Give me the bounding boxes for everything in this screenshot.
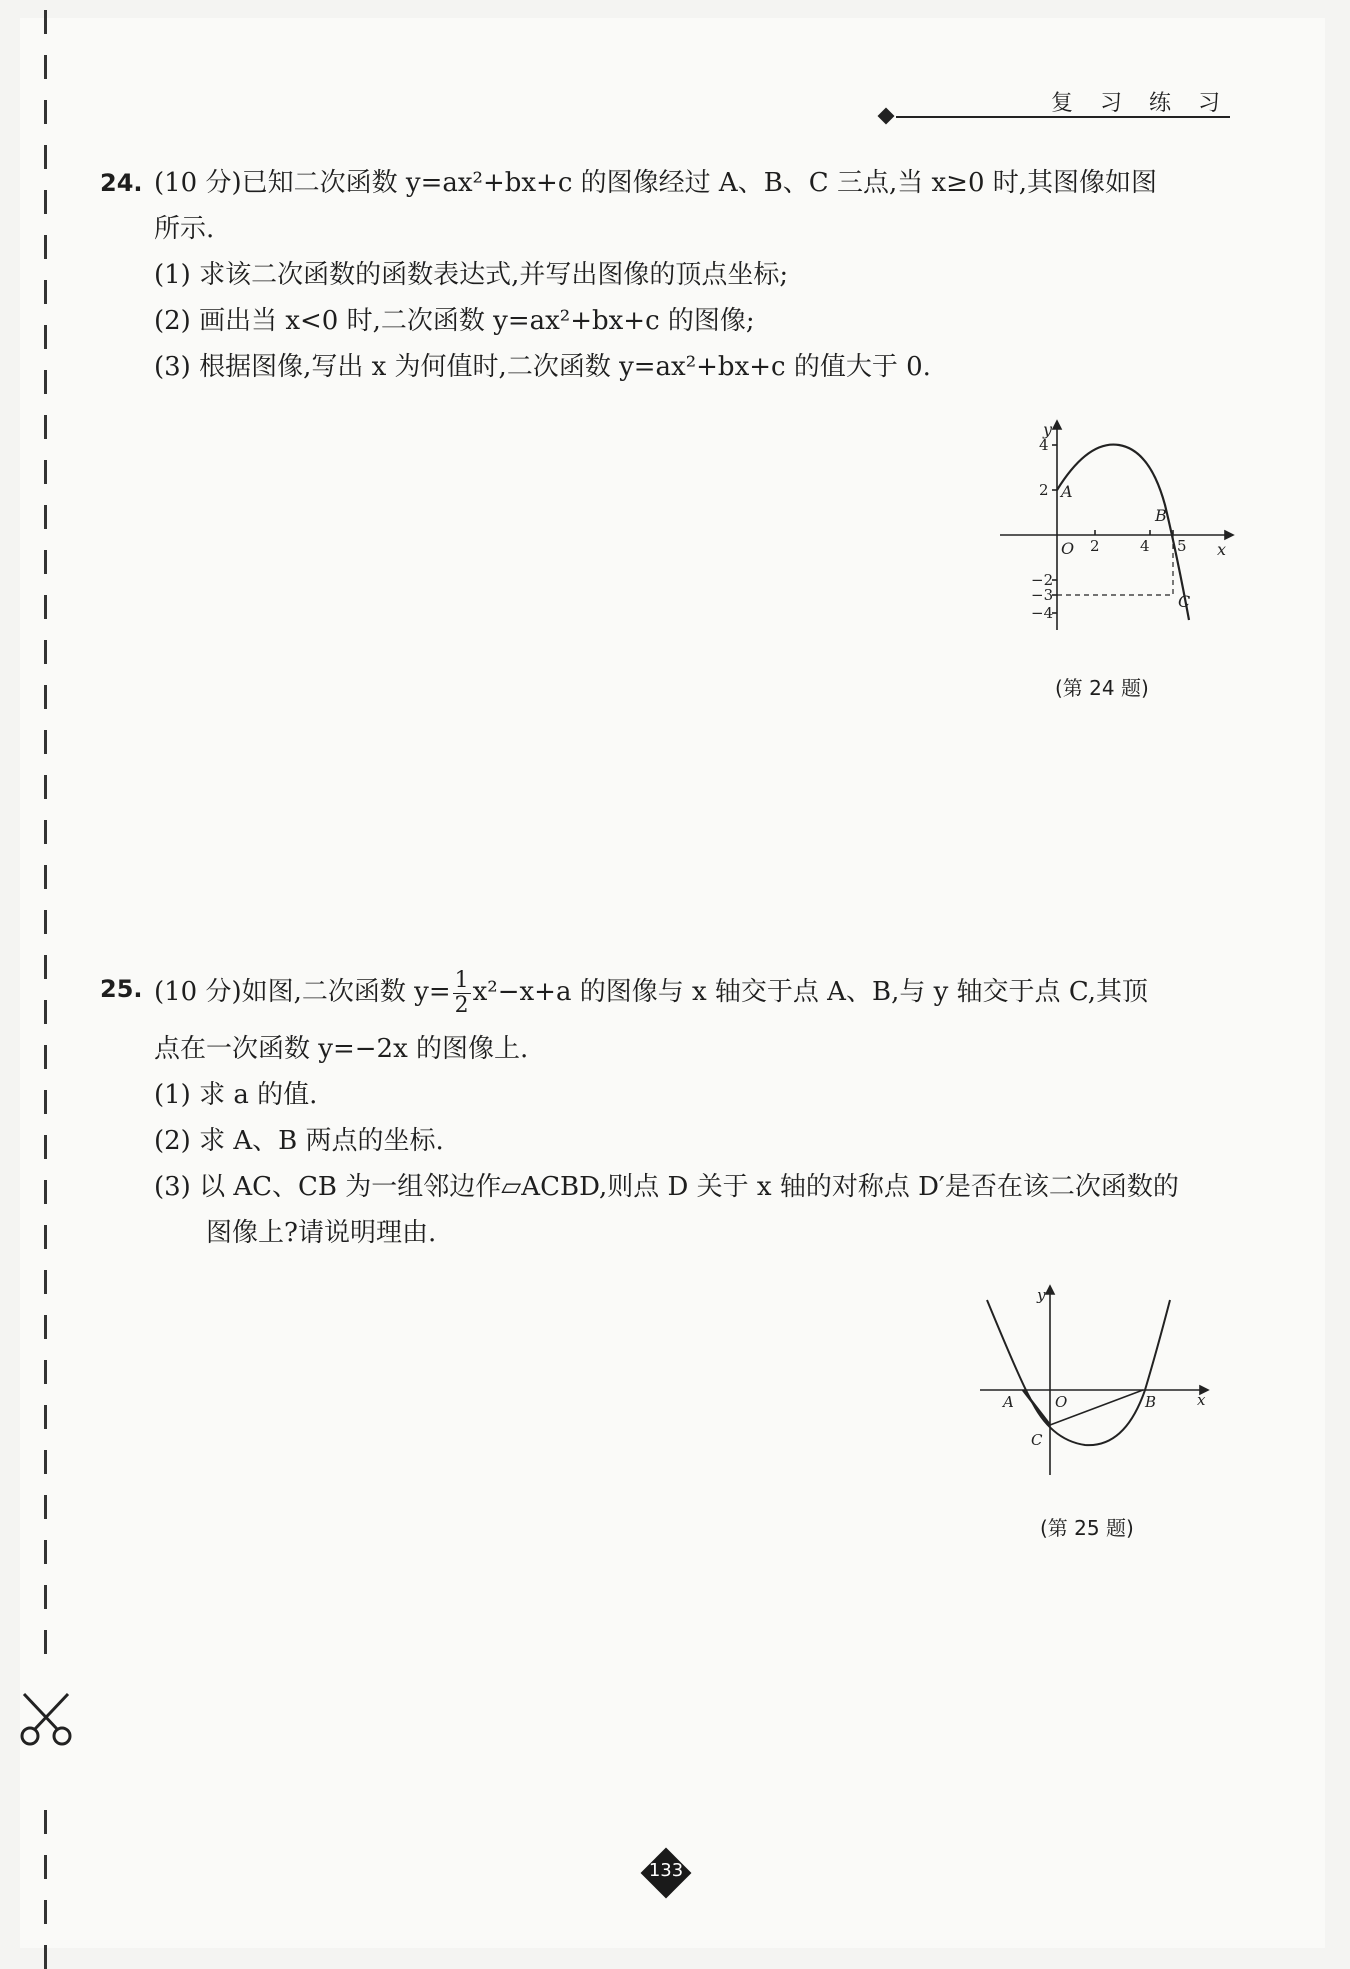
cut-line-dash — [44, 550, 47, 574]
cut-line-dash — [44, 775, 47, 799]
cut-line-dash — [44, 595, 47, 619]
cut-line-dash — [44, 1090, 47, 1114]
cut-line-dash — [44, 1405, 47, 1429]
sub-question-3: (3) 以 AC、CB 为一组邻边作▱ACBD,则点 D 关于 x 轴的对称点 D′是否在该二次函数的 — [154, 1172, 1179, 1202]
question-text-line-2: 所示. — [154, 214, 215, 244]
header-diamond-icon — [878, 108, 895, 125]
tick-label-y-4: 4 — [1039, 436, 1049, 454]
parabola-curve — [1057, 445, 1189, 620]
cut-line-dash — [44, 955, 47, 979]
y-axis-arrow-icon — [1053, 421, 1061, 429]
tick-label-x-2: 2 — [1090, 537, 1100, 555]
cut-line-dash — [44, 190, 47, 214]
cut-line-dash — [44, 1540, 47, 1564]
cut-line-dash — [44, 460, 47, 484]
question-25 — [100, 962, 1240, 1262]
figure-24-parabola — [995, 415, 1240, 645]
scissors-icon — [18, 1690, 74, 1748]
cut-line-dash — [44, 145, 47, 169]
origin-label: O — [1061, 539, 1075, 558]
cut-line-dash — [44, 1450, 47, 1474]
cut-line-dash — [44, 1810, 47, 1834]
point-label-b: B — [1145, 1393, 1157, 1411]
question-number: 25. — [100, 975, 143, 1003]
sub-question-3-continued: 图像上?请说明理由. — [206, 1218, 437, 1248]
page-header — [880, 86, 1230, 126]
cut-line-dash — [44, 415, 47, 439]
axis-label-x: x — [1217, 540, 1227, 559]
cut-line-dash — [44, 1585, 47, 1609]
figure-24-caption: (第 24 题) — [1055, 676, 1149, 700]
cut-line-dash — [44, 730, 47, 754]
axis-label-y: y — [1043, 420, 1053, 439]
cut-line-dash — [44, 1000, 47, 1024]
question-24 — [100, 160, 1240, 400]
sub-question-2: (2) 求 A、B 两点的坐标. — [154, 1126, 444, 1156]
cut-line-dash — [44, 685, 47, 709]
cut-line-dash — [44, 1900, 47, 1924]
axis-label-x: x — [1197, 1391, 1206, 1409]
sub-question-1: (1) 求 a 的值. — [154, 1080, 318, 1110]
text-fragment: (10 分)如图,二次函数 y= — [154, 977, 451, 1007]
point-label-b: B — [1155, 506, 1167, 525]
text-fragment: x²−x+a 的图像与 x 轴交于点 A、B,与 y 轴交于点 C,其顶 — [472, 977, 1149, 1007]
fraction-denominator: 2 — [454, 992, 469, 1018]
question-number: 24. — [100, 169, 143, 197]
cut-line-dash — [44, 1315, 47, 1339]
tick-label-x-4: 4 — [1140, 537, 1150, 555]
cut-line-dash — [44, 505, 47, 529]
point-label-c: C — [1178, 592, 1191, 611]
cut-line-dash — [44, 910, 47, 934]
y-axis-arrow-icon — [1046, 1286, 1054, 1294]
header-title: 复 习 练 习 — [1051, 91, 1230, 116]
tick-label-x-5: 5 — [1177, 537, 1187, 555]
cut-line-dash — [44, 1270, 47, 1294]
sub-question-1: (1) 求该二次函数的函数表达式,并写出图像的顶点坐标; — [154, 260, 789, 290]
page-number-badge — [641, 1848, 691, 1898]
question-text-line-1: (10 分)已知二次函数 y=ax²+bx+c 的图像经过 A、B、C 三点,当 x≥0 时,其图像如图 — [154, 168, 1158, 198]
point-label-a: A — [1061, 482, 1073, 501]
cut-line-dash — [44, 1225, 47, 1249]
point-label-c: C — [1031, 1431, 1043, 1449]
parabola-curve — [987, 1300, 1170, 1445]
sub-question-2: (2) 画出当 x<0 时,二次函数 y=ax²+bx+c 的图像; — [154, 306, 755, 336]
cut-line-dash — [44, 1360, 47, 1384]
cut-line-dash — [44, 325, 47, 349]
cut-line-dash — [44, 100, 47, 124]
figure-25-parabola — [975, 1280, 1215, 1480]
cut-line-dash — [44, 820, 47, 844]
page-number: 133 — [648, 1860, 684, 1881]
cut-line-dash — [44, 235, 47, 259]
point-label-a: A — [1003, 1393, 1014, 1411]
cut-line-dash — [44, 370, 47, 394]
origin-label: O — [1055, 1393, 1068, 1411]
fraction-numerator: 1 — [454, 967, 469, 993]
question-text-line-2: 点在一次函数 y=−2x 的图像上. — [154, 1034, 529, 1064]
cut-line-dash — [44, 1135, 47, 1159]
tick-label-y-neg4: −4 — [1031, 604, 1054, 622]
tick-label-y-neg3: −3 — [1031, 586, 1054, 604]
cut-line-dash — [44, 865, 47, 889]
cut-line-dash — [44, 280, 47, 304]
cut-line — [42, 10, 50, 1955]
sub-question-3: (3) 根据图像,写出 x 为何值时,二次函数 y=ax²+bx+c 的值大于 0. — [154, 352, 931, 382]
cut-line-dash — [44, 1945, 47, 1969]
cut-line-dash — [44, 640, 47, 664]
tick-label-y-2: 2 — [1039, 481, 1049, 499]
figure-25-caption: (第 25 题) — [1040, 1516, 1134, 1540]
segment-ac — [1023, 1390, 1050, 1425]
tick-label-y-neg2: −2 — [1031, 571, 1054, 589]
cut-line-dash — [44, 1495, 47, 1519]
axis-label-y: y — [1037, 1286, 1046, 1304]
cut-line-dash — [44, 1630, 47, 1654]
cut-line-dash — [44, 1045, 47, 1069]
fraction — [453, 969, 471, 1018]
question-text-line-1 — [154, 962, 1148, 1022]
cut-line-dash — [44, 1855, 47, 1879]
cut-line-dash — [44, 10, 47, 34]
cut-line-dash — [44, 55, 47, 79]
x-axis-arrow-icon — [1225, 531, 1233, 539]
cut-line-dash — [44, 1180, 47, 1204]
